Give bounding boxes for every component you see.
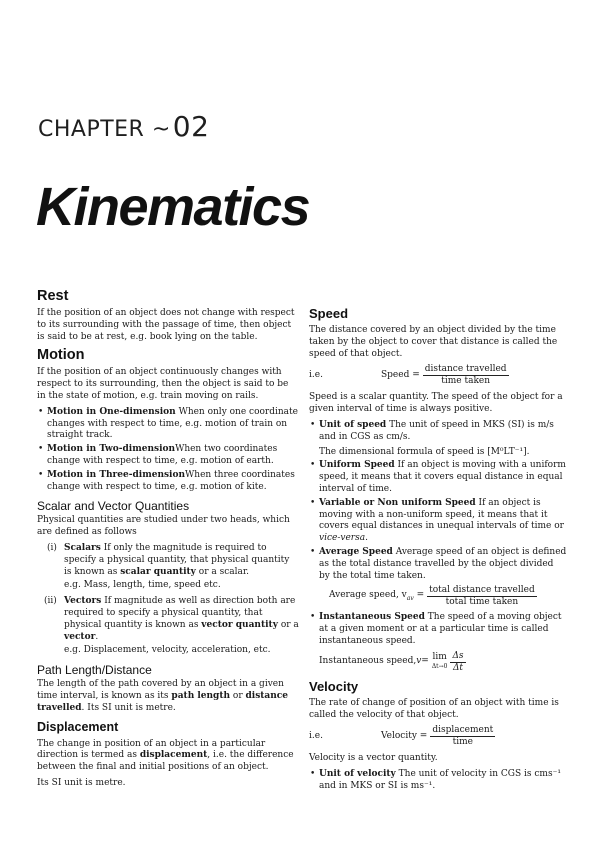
displacement-heading: Displacement [37, 719, 119, 734]
list-item [309, 420, 567, 458]
motion-heading: Motion [37, 347, 85, 364]
vectors-marker: (ii) [44, 596, 57, 607]
chapter-separator: ~ [151, 117, 171, 142]
path-bold-2: distance travelled [37, 690, 289, 713]
instantaneous-speed-formula [319, 651, 567, 674]
vectors-bold2: vector [64, 631, 96, 642]
vectors-term: Vectors [64, 596, 102, 607]
list-item-desc: When three coordinates change with respect to time, e.g. motion of kite. [47, 469, 295, 492]
list-item [309, 460, 567, 495]
avg-fraction [427, 585, 537, 608]
formula-lhs: Speed = [381, 369, 420, 380]
displacement-unit: Its SI unit is metre. [37, 777, 126, 788]
path-bold-1: path length [171, 690, 231, 701]
inst-var: v [416, 656, 422, 667]
rest-heading: Rest [37, 288, 69, 304]
inst-lim: lim [432, 652, 447, 663]
formula-ie: i.e. [309, 730, 323, 741]
scalars-bold: scalar quantity [120, 566, 196, 577]
chapter-number: 02 [172, 110, 210, 143]
scalar-vector-intro: Physical quantities are studied under two heads, which are defined as follows [37, 515, 290, 538]
path-length-heading: Path Length/Distance [37, 663, 152, 678]
path-length-text [37, 679, 299, 714]
list-item-desc: If an object is moving with a uniform speed, it means that it covers equal distance in equal interval of time. [319, 460, 566, 494]
path-text-1: The length of the path covered by an object in a given time interval, is known as its [37, 679, 284, 701]
avg-eq: = [413, 589, 425, 600]
list-item-term: Unit of speed [319, 419, 387, 430]
avg-lhs [329, 590, 424, 605]
page-title: Kinematics [36, 177, 310, 237]
scalars-example: e.g. Mass, length, time, speed etc. [64, 580, 221, 591]
inst-eq: = [421, 656, 429, 667]
vectors-desc-end: . [95, 631, 99, 642]
inst-numerator: Δs [452, 650, 464, 661]
scalars-term: Scalars [64, 542, 101, 553]
disp-text-1: The change in position of an object in a particular direction is termed as [37, 738, 266, 761]
speed-text: The distance covered by an object divided by the time taken by the object to cover that distance is called the speed of that object. [309, 325, 558, 359]
list-item [309, 547, 567, 608]
scalars-desc: If only the magnitude is required to specify a physical quantity, that physical quantity is known as [64, 542, 290, 577]
inst-lhs: Instantaneous speed, [319, 656, 417, 667]
disp-bold: displacement [139, 750, 208, 761]
vectors-desc-mid: or a [277, 619, 299, 630]
velocity-list [309, 769, 567, 793]
inst-denominator: Δt [452, 662, 464, 673]
scalars-marker: (i) [47, 542, 57, 553]
list-item-end: . [365, 533, 368, 544]
list-item-desc: When two coordinates change with respect to time, e.g. motion of earth. [47, 444, 278, 466]
list-item [309, 769, 567, 793]
list-item-italic: vice-versa [319, 533, 366, 544]
list-item-term: Uniform Speed [319, 460, 395, 471]
speed-after: Speed is a scalar quantity. The speed of the object for a given interval of time is always positive. [309, 392, 563, 415]
list-item-term: Unit of velocity [319, 769, 396, 780]
velocity-heading: Velocity [309, 678, 359, 694]
vectors-bold: vector quantity [201, 619, 278, 630]
formula-ie: i.e. [309, 369, 323, 380]
list-item [309, 498, 567, 545]
velocity-after: Velocity is a vector quantity. [309, 753, 438, 764]
avg-numerator: total distance travelled [429, 585, 535, 596]
left-column [37, 288, 299, 794]
speed-heading: Speed [309, 306, 349, 321]
formula-numerator: distance travelled [424, 364, 507, 375]
speed-formula [309, 364, 567, 387]
motion-text: If the position of an object continuously changes with respect to its surrounding, then the object is said to be in the state of motion, e.g. train moving on rails. [37, 367, 289, 401]
dimensional-formula: The dimensional formula of speed is [M⁰LT⁻¹]. [319, 446, 530, 457]
list-item-desc: The unit of speed in MKS (SI) is m/s and in CGS as cm/s. [319, 419, 554, 442]
vectors-example: e.g. Displacement, velocity, acceleration, etc. [64, 645, 271, 656]
vectors-item [37, 596, 299, 657]
average-speed-formula [329, 585, 567, 608]
list-item-term: Instantaneous Speed [319, 612, 425, 623]
list-item-term: Average Speed [319, 546, 393, 557]
rest-text: If the position of an object does not change with respect to its surrounding with the passage of time, then object is said to be at rest, e.g. book lying on the table. [37, 308, 295, 342]
chapter-label [38, 110, 209, 143]
avg-denominator: total time taken [445, 597, 519, 608]
list-item-desc: If an object is moving with a non-uniform speed, it means that it covers equal distances in unequal intervals of time or [319, 497, 564, 532]
right-column [309, 305, 567, 795]
vectors-desc: If magnitude as well as direction both are required to specify a physical quantity, that physical quantity is known as [64, 596, 296, 630]
path-text-2: or [230, 690, 246, 701]
list-item-desc: The unit of velocity in CGS is cms⁻¹ and in MKS or SI is ms⁻¹. [319, 769, 561, 791]
formula-numerator: displacement [432, 725, 494, 736]
disp-text-2: , i.e. the difference between the final and initial positions of an object. [37, 750, 294, 773]
list-item-term: Motion in Two-dimension [47, 444, 176, 455]
formula-fraction [423, 364, 509, 387]
scalars-item [37, 543, 299, 592]
inst-lim-sub: Δt→0 [431, 663, 448, 671]
displacement-text [37, 739, 299, 774]
velocity-formula [309, 725, 567, 748]
list-item-desc: Average speed of an object is defined as the total distance travelled by the object divided by the total time taken. [319, 546, 567, 581]
list-item-desc: The speed of a moving object at a given moment or at a particular time is called instantaneous speed. [319, 612, 562, 646]
path-text-3: . Its SI unit is metre. [81, 702, 176, 713]
chapter-word: CHAPTER [38, 117, 145, 142]
scalars-desc-end: or a scalar. [195, 566, 250, 577]
inst-limit [432, 653, 448, 671]
inst-fraction [450, 651, 465, 674]
list-item-term: Variable or Non uniform Speed [319, 497, 476, 508]
list-item [37, 470, 299, 494]
avg-lhs-text: Average speed, v [329, 589, 407, 600]
list-item [37, 444, 299, 468]
list-item [309, 612, 567, 673]
speed-list [309, 420, 567, 674]
avg-subscript: av [406, 594, 414, 602]
list-item-term: Motion in Three-dimension [47, 469, 186, 480]
scalar-vector-heading: Scalar and Vector Quantities [37, 499, 190, 514]
list-item [37, 407, 299, 442]
list-item-term: Motion in One-dimension [47, 406, 176, 417]
velocity-text: The rate of change of position of an object with time is called the velocity of that object. [309, 697, 559, 720]
motion-list [37, 407, 299, 494]
formula-fraction [430, 725, 495, 748]
formula-lhs: Velocity = [381, 730, 428, 741]
list-item-desc: When only one coordinate changes with respect to time, e.g. motion of train on straight track. [47, 406, 298, 441]
formula-denominator: time taken [441, 376, 491, 387]
formula-denominator: time [452, 737, 473, 748]
